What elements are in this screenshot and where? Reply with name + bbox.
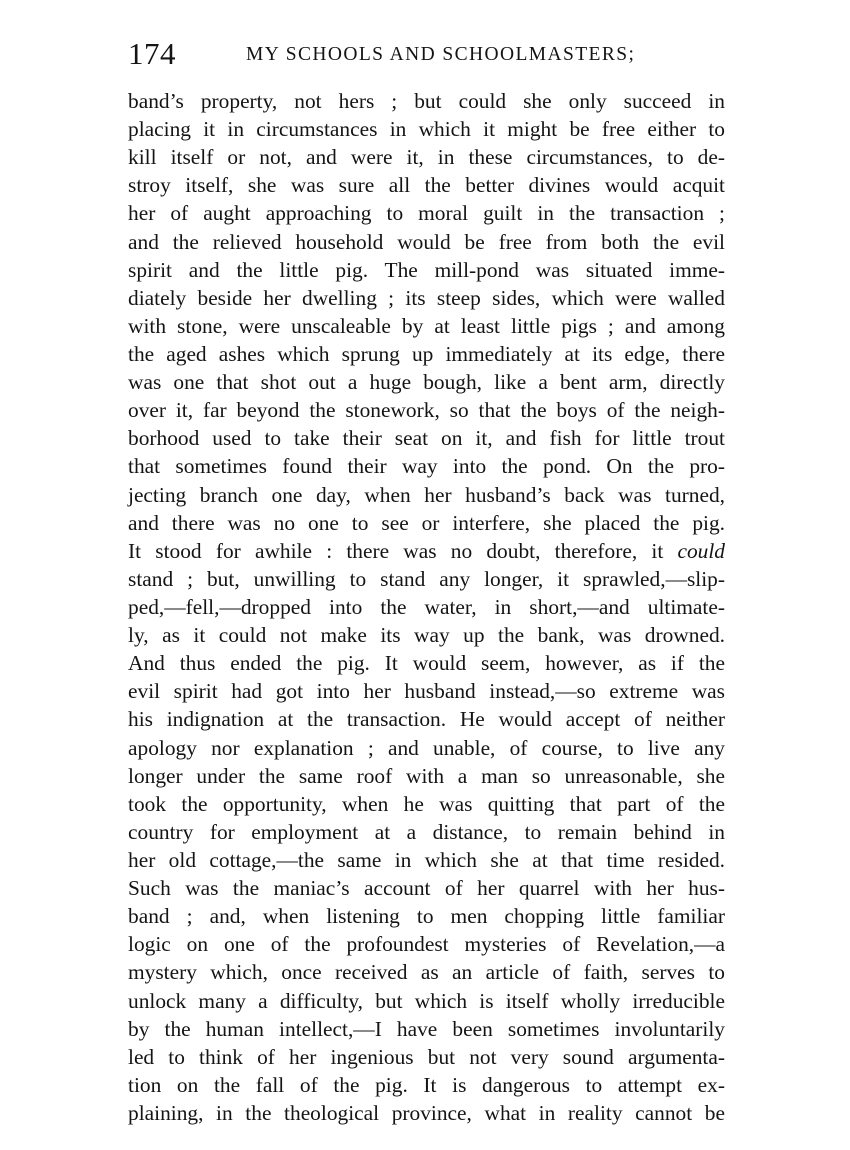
text-line: ly, as it could not make its way up the bank, was drowned.: [128, 623, 725, 648]
text-line: band ; and, when listening to men chopping little familiar: [128, 904, 725, 929]
text-line: ped,—fell,—dropped into the water, in short,—and ultimate-: [128, 594, 725, 619]
page-number: 174: [128, 36, 176, 71]
text-line: tion on the fall of the pig. It is dangerous to attempt ex-: [128, 1072, 725, 1097]
text-line: longer under the same roof with a man so unreasonable, she: [128, 763, 725, 788]
text-line: by the human intellect,—I have been sometimes involuntarily: [128, 1016, 725, 1041]
text-line: her old cottage,—the same in which she at that time resided.: [128, 847, 725, 872]
italic-emphasis: could: [677, 538, 725, 563]
text-line: with stone, were unscaleable by at least little pigs ; and among: [128, 313, 725, 338]
text-line: and there was no one to see or interfere, she placed the pig.: [128, 510, 725, 535]
text-line-segment: It stood for awhile : there was no doubt, therefore, it: [128, 538, 678, 563]
text-line: over it, far beyond the stonework, so that the boys of the neigh-: [128, 398, 725, 423]
text-line: And thus ended the pig. It would seem, however, as if the: [128, 651, 725, 676]
text-line: diately beside her dwelling ; its steep sides, which were walled: [128, 285, 725, 310]
text-line: evil spirit had got into her husband instead,—so extreme was: [128, 679, 725, 704]
text-line: and the relieved household would be free from both the evil: [128, 229, 725, 254]
text-line: country for employment at a distance, to remain behind in: [128, 819, 725, 844]
text-line: mystery which, once received as an article of faith, serves to: [128, 960, 725, 985]
text-line: logic on one of the profoundest mysteries of Revelation,—a: [128, 932, 725, 957]
text-line: stand ; but, unwilling to stand any longer, it sprawled,—slip-: [128, 566, 725, 591]
text-line: jecting branch one day, when her husband’s back was turned,: [128, 482, 725, 507]
text-line: his indignation at the transaction. He would accept of neither: [128, 707, 725, 732]
running-head: [128, 34, 728, 74]
body-text: [128, 87, 725, 1127]
text-line: unlock many a difficulty, but which is itself wholly irreducible: [128, 988, 725, 1013]
text-line: [128, 537, 725, 565]
text-line: placing it in circumstances in which it might be free either to: [128, 117, 725, 142]
text-line: stroy itself, she was sure all the better divines would acquit: [128, 173, 725, 198]
text-line: apology nor explanation ; and unable, of course, to live any: [128, 735, 725, 760]
text-line: band’s property, not hers ; but could she only succeed in: [128, 89, 725, 113]
text-line: led to think of her ingenious but not very sound argumenta-: [128, 1044, 725, 1069]
text-line: that sometimes found their way into the pond. On the pro-: [128, 454, 725, 479]
text-line: spirit and the little pig. The mill-pond was situated imme-: [128, 257, 725, 282]
text-line: kill itself or not, and were it, in these circumstances, to de-: [128, 145, 725, 170]
text-line: plaining, in the theological province, what in reality cannot be: [128, 1100, 725, 1125]
running-title: MY SCHOOLS AND SCHOOLMASTERS;: [246, 44, 636, 65]
text-line: the aged ashes which sprung up immediately at its edge, there: [128, 341, 725, 366]
text-line: her of aught approaching to moral guilt in the transaction ;: [128, 201, 725, 226]
text-line: took the opportunity, when he was quitting that part of the: [128, 791, 725, 816]
text-line: Such was the maniac’s account of her quarrel with her hus-: [128, 876, 725, 901]
text-line: borhood used to take their seat on it, and fish for little trout: [128, 426, 725, 451]
text-line: was one that shot out a huge bough, like a bent arm, directly: [128, 370, 725, 395]
